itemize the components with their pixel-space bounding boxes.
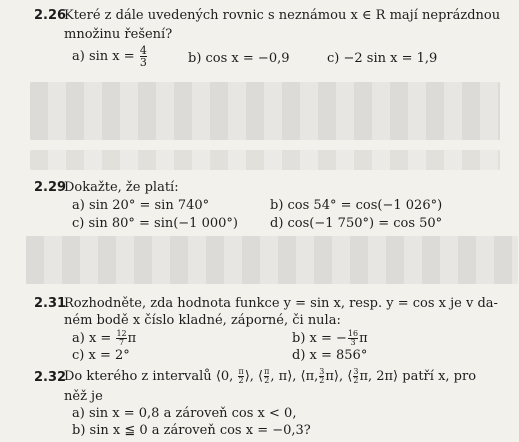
option-b-prefix: b) x = − bbox=[292, 331, 347, 346]
problem-number-2-31: 2.31 bbox=[34, 296, 67, 311]
fraction-denominator: 2 bbox=[353, 376, 359, 385]
problem-2-26-line1: Které z dále uvedených rovnic s neznámou x ∈ R mají neprázdnou bbox=[64, 8, 501, 23]
fraction-four-thirds bbox=[140, 45, 147, 68]
fraction-numerator: π bbox=[238, 367, 244, 376]
fraction-denominator: 3 bbox=[350, 338, 356, 347]
fraction-three-halves-2 bbox=[353, 368, 358, 385]
problem-number-2-26: 2.26 bbox=[34, 8, 67, 23]
problem-2-29-option-d: d) cos(−1 750°) = cos 50° bbox=[270, 216, 443, 231]
fraction-numerator: 12 bbox=[116, 329, 127, 338]
blurred-region-3 bbox=[26, 236, 518, 284]
option-b-pi: π bbox=[359, 331, 368, 346]
problem-2-26-option-c: c) −2 sin x = 1,9 bbox=[327, 51, 438, 66]
problem-2-29-option-a: a) sin 20° = sin 740° bbox=[72, 198, 210, 213]
blurred-region-2 bbox=[30, 150, 500, 170]
fraction-twelve-sevenths bbox=[116, 330, 126, 347]
fraction-three-halves bbox=[319, 368, 324, 385]
option-a-label: a) bbox=[72, 49, 85, 64]
fraction-numerator: π bbox=[264, 367, 270, 376]
line1-suffix: π, 2π⟩ patří x, pro bbox=[359, 369, 477, 384]
fraction-denominator: 2 bbox=[238, 376, 244, 385]
problem-2-29-option-b: b) cos 54° = cos(−1 026°) bbox=[270, 198, 443, 213]
problem-2-32-line2: něž je bbox=[64, 389, 103, 404]
problem-2-26-option-b: b) cos x = −0,9 bbox=[188, 51, 290, 66]
line1-prefix: Do kterého z intervalů ⟨0, bbox=[64, 369, 234, 384]
fraction-sixteen-thirds bbox=[348, 330, 358, 347]
fraction-denominator: 7 bbox=[119, 338, 125, 347]
problem-2-31-line1: Rozhodněte, zda hodnota funkce y = sin x, resp. y = cos x je v da- bbox=[64, 296, 498, 311]
fraction-numerator: 3 bbox=[353, 367, 359, 376]
problem-2-32-option-b: b) sin x ≦ 0 a zároveň cos x = −0,3? bbox=[72, 423, 311, 438]
option-a-pi: π bbox=[127, 331, 137, 346]
fraction-numerator: 4 bbox=[139, 44, 147, 57]
problem-2-31-option-b bbox=[292, 330, 368, 347]
problem-2-31-option-c: c) x = 2° bbox=[72, 348, 130, 363]
problem-2-26-line2: množinu řešení? bbox=[64, 27, 173, 42]
fraction-pi-half bbox=[238, 368, 243, 385]
problem-2-31-option-a bbox=[72, 330, 136, 347]
problem-number-2-32: 2.32 bbox=[34, 370, 67, 385]
interval-separator-2: , π⟩, ⟨π, bbox=[270, 369, 319, 384]
option-a-lhs: sin x = bbox=[88, 49, 135, 64]
problem-2-29-title: Dokažte, že platí: bbox=[64, 180, 179, 195]
fraction-denominator: 2 bbox=[319, 376, 325, 385]
fraction-denominator: 3 bbox=[139, 56, 147, 69]
fraction-numerator: 16 bbox=[347, 329, 359, 338]
blurred-region-1 bbox=[30, 82, 500, 140]
option-a-prefix: a) x = bbox=[72, 331, 112, 346]
interval-separator-1: ⟩, ⟨ bbox=[244, 369, 264, 384]
problem-2-31-option-d: d) x = 856° bbox=[292, 348, 368, 363]
problem-2-26-option-a bbox=[72, 45, 148, 68]
interval-separator-3: π⟩, ⟨ bbox=[325, 369, 353, 384]
problem-2-32-line1 bbox=[64, 368, 476, 385]
problem-number-2-29: 2.29 bbox=[34, 180, 67, 195]
fraction-numerator: 3 bbox=[319, 367, 325, 376]
fraction-denominator: 2 bbox=[264, 376, 270, 385]
problem-2-29-option-c: c) sin 80° = sin(−1 000°) bbox=[72, 216, 238, 231]
problem-2-31-line2: ném bodě x číslo kladné, záporné, či nula: bbox=[64, 313, 341, 328]
fraction-pi-half-2 bbox=[264, 368, 269, 385]
problem-2-32-option-a: a) sin x = 0,8 a zároveň cos x < 0, bbox=[72, 406, 297, 421]
